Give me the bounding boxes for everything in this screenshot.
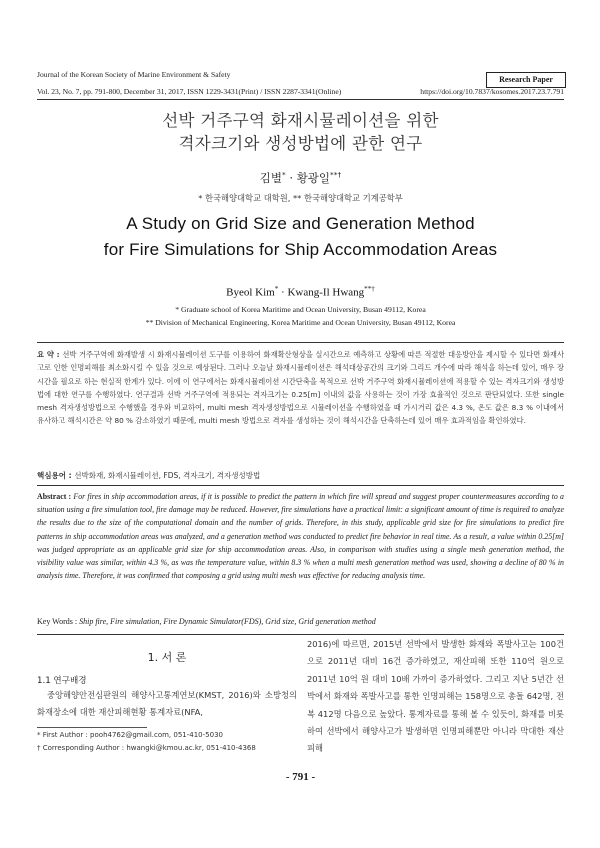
english-title-line1: A Study on Grid Size and Generation Method [126,214,475,233]
right-column-text: 2016)에 따르면, 2015년 선박에서 발생한 화재와 폭발사고는 100건으로 2011년 대비 16건 증가하였고, 재산피해 또한 110억 원으로 2011년 10억 원 대비 10배 가까이 증가하였다. 그리고 지난 5년간 선박에서 화재와 폭발사고를 통한 인명피해는 158명으로 총돌 642명, 전복 412명 다음으로 높았다. 통계자료를 통해 볼 수 있듯이, 화재를 비롯하여 선박에서 해양사고가 발생하면 인명피해뿐만 아니라 막대한 재산피해 [307,639,564,754]
english-author2-mark: **† [364,285,375,293]
abstract-mid-divider [37,485,564,486]
korean-keywords-text: 선박화재, 화재시뮬레이션, FDS, 격자크기, 격자생성방법 [74,471,261,480]
english-abstract-text: For fires in ship accommodation areas, if it is possible to predict the pattern in which fire will spread and suggest proper countermeasures according to a situation using a fire simulation tool, fire damage may be reduced. However, fire simulations have a practical limit: a significant amount of time is required to analyze the results due to the size of the computational domain and the number of grids. Therefore, in this study, applicable grid size for fire simulations to predict fire patterns in ship accommodation areas was analyzed, and a generation method was conducted to predict fire behavior in real time. As a result, a value within 0.25[m] was judged appropriate as an applicable grid size for ship accommodation areas. Also, in comparison with studies using a single mesh generation method, the visibility value was similar, within 4.3 %, as was the temperature value, within 8.3 % when a multi mesh generation method was used, showing a decline of 80 % in analysis time. Therefore, it was confirmed that composing a grid using multi mesh was effective for reducing analysis time. [37,492,565,581]
journal-name: Journal of the Korean Society of Marine Environment & Safety [37,70,231,79]
english-affiliation1: * Graduate school of Korea Maritime and Ocean University, Busan 49112, Korea [175,305,426,314]
page-number: - 791 - [285,771,316,783]
english-author-sep: · [278,286,288,299]
left-column-text: 중앙해양안전심판원의 해양사고통계연보(KMST, 2016)와 소방청의 화재장소에 대한 재산피해현황 통계자료(NFA, [37,690,297,718]
subsection-title: 1.1 연구배경 [37,676,87,686]
doi-link[interactable]: https://doi.org/10.7837/kosomes.2017.23.7.791 [420,87,564,96]
english-abstract-label: Abstract : [37,492,74,501]
korean-author2: 황광일 [296,171,331,185]
english-keywords [37,617,564,626]
english-affiliation2: ** Division of Mechanical Engineering, Korea Maritime and Ocean University, Busan 49112, Korea [145,318,456,327]
korean-authors [37,170,564,186]
english-author1: Byeol Kim [226,286,275,299]
english-author1-mark: * [274,285,279,293]
header-divider [37,99,564,100]
korean-title-line2: 격자크기와 생성방법에 관한 연구 [178,134,423,153]
english-keywords-label: Key Words : [37,617,80,626]
korean-keywords [37,470,564,481]
korean-abstract-label: 요 약 : [37,350,63,359]
korean-affiliation: * 한국해양대학교 대학원, ** 한국해양대학교 기계공학부 [198,193,403,203]
corresponding-author-footnote: † Corresponding Author : hwangki@kmou.ac.kr, 051-410-4368 [37,744,256,752]
korean-abstract [37,348,564,428]
article-type-badge: Research Paper [486,72,566,88]
footnote-divider [37,727,147,728]
korean-author2-mark: **† [330,170,342,180]
section-title: 1. 서 론 [147,651,187,664]
korean-author1-mark: * [281,170,286,180]
english-authors [37,285,564,299]
english-author2: Kwang-Il Hwang [287,286,365,299]
korean-title-line1: 선박 거주구역 화재시뮬레이션을 위한 [162,111,439,130]
english-title-line2: for Fire Simulations for Ship Accommodation Areas [103,240,498,259]
volume-info: Vol. 23, No. 7, pp. 791-800, December 31, 2017, ISSN 1229-3431(Print) / ISSN 2287-3341(Online) [37,87,342,96]
english-abstract [37,490,564,582]
korean-author1: 김별 [259,171,282,185]
first-author-footnote: * First Author : pooh4762@gmail.com, 051-410-5030 [37,731,223,739]
english-keywords-text: Ship fire, Fire simulation, Fire Dynamic Simulator(FDS), Grid size, Grid generation method [79,617,376,626]
korean-abstract-text: 선박 거주구역에 화재발생 시 화재시뮬레이션 도구를 이용하여 화재확산형상을 실시간으로 예측하고 상황에 따른 적절한 대응방안을 제시할 수 있다면 화재사고로 인한 인명피해를 최소화시킬 수 있을 것으로 예상된다. 그러나 오늘날 화재시뮬레이션은 해석대상공간의 크기와 그리드 개수에 따라 해석을 하는데 있어, 매우 장시간을 필요로 하는 현실적 한계가 있다. 이에 이 연구에서는 화재시뮬레이션 시간단축을 목적으로 선박 거주구역 화재시뮬레이션에 적용할 수 있는 격자크기와 생성방법에 대한 연구를 수행하였다. 연구결과 선박 거주구역에 적용되는 격자크기는 0.25[m] 이내의 값을 사용하는 것이 가장 효율적인 것으로 판단되었다. 또한 single mesh 격자생성방법으로 수행했을 경우와 비교하여, multi mesh 격자생성방법으로 시뮬레이션을 수행하였을 때 가시거리 값은 4.3 %, 온도 값은 8.3 % 이내에서 유사하고 해석시간은 약 80 % 감소하였기 때문에, multi mesh 방법으로 격자를 생성하는 것이 해석시간을 단축하는데 있어 매우 효과적임을 확인하였다. [37,350,564,426]
abstract-bottom-divider [37,634,564,635]
abstract-top-divider [37,342,564,343]
korean-keywords-label: 핵심용어 : [37,471,75,480]
korean-author-sep: · [285,171,297,185]
